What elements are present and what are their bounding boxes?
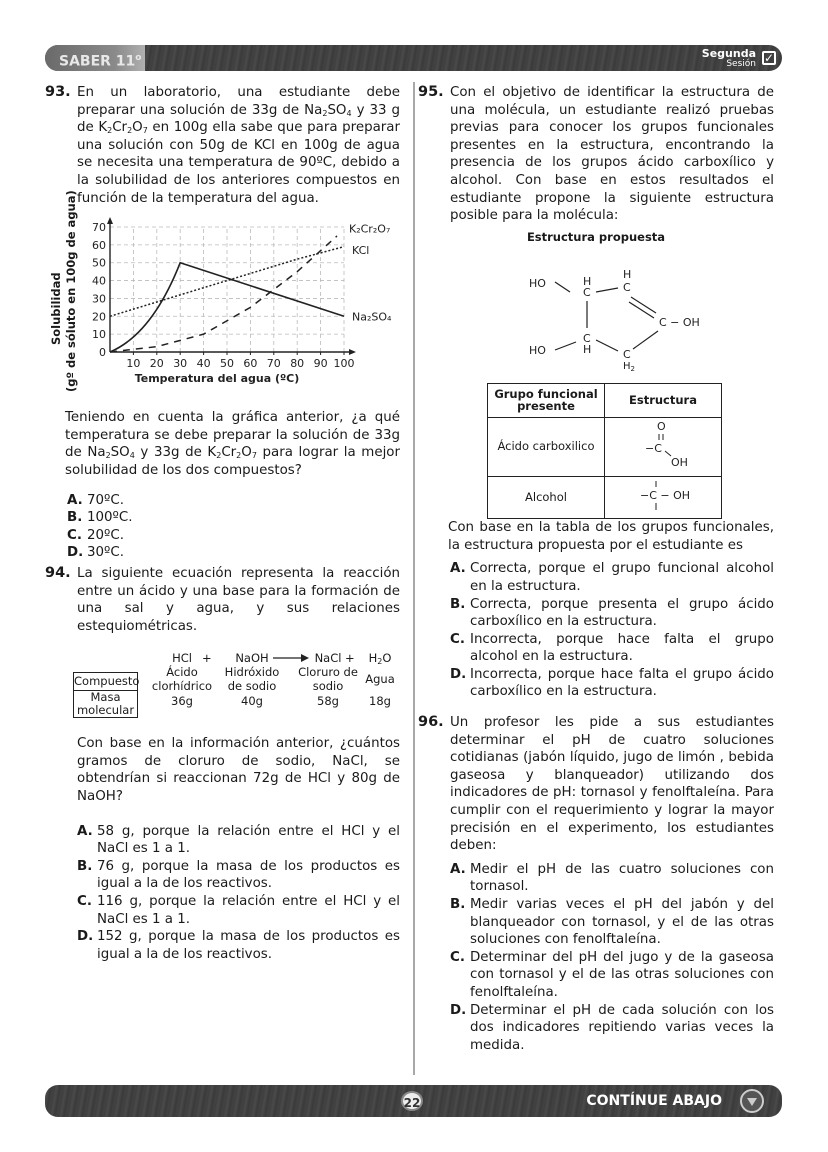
question-94-options — [45, 823, 400, 964]
option-b[interactable]: B. Correcta, porque presenta el grupo ácido carboxílico en la estructura. — [450, 596, 774, 630]
option-b[interactable]: B. 76 g, porque la masa de los productos es igual a la de los reactivos. — [77, 858, 400, 892]
svg-text:50: 50 — [92, 256, 106, 270]
product-nacl: NaCl Cloruro de sodio 58g — [298, 651, 358, 709]
svg-text:O: O — [657, 419, 666, 433]
svg-text:C: C — [583, 332, 591, 346]
question-prompt: Con base en la información anterior, ¿cuántos gramos de cloruro de sodio, NaCl, se obtendrían si reaccionan 72g de HCl y 80g de NaOH? — [77, 736, 400, 805]
carboxylic-acid-structure — [605, 417, 722, 476]
option-b[interactable]: B. Medir varias veces el pH del jabón y del blanqueador con tornasol, y el de las otras soluciones con fenolftaleína. — [450, 897, 774, 948]
continue-below-label: CONTÍNUE ABAJO — [586, 1093, 722, 1109]
question-number: 93. — [45, 84, 71, 100]
proposed-structure-diagram — [418, 246, 774, 371]
svg-text:OH: OH — [671, 455, 688, 469]
reactant-naoh: NaOH Hidróxido de sodio 40g — [224, 651, 280, 709]
carboxylic-acid-label: Ácido carboxilico — [488, 417, 605, 476]
svg-text:HO: HO — [529, 277, 546, 291]
question-93 — [45, 84, 400, 207]
svg-text:60: 60 — [243, 357, 258, 371]
header-bar — [45, 45, 782, 71]
option-c[interactable]: C. 20ºC. — [67, 527, 124, 543]
product-water: $H_2O$ Agua 18g — [365, 651, 395, 709]
reaction-equation — [45, 647, 400, 717]
svg-text:80: 80 — [290, 357, 305, 371]
svg-text:KCl: KCl — [352, 244, 370, 258]
option-a[interactable]: A. Medir el pH de las cuatro soluciones con tornasol. — [450, 861, 774, 895]
question-stem: En un laboratorio, una estudiante debe preparar una solución de 33g de $Na_2SO_4$ y 33 g de $K_2Cr_2O_7$ en 100g ella sabe que para preparar una solución con 50g de KCl en 100g de agua se necesita una temperatura de 90ºC, debido a la solubilidad de los anteriores compuestos en función de la temperatura del agua. — [77, 85, 400, 206]
svg-text:C: C — [583, 286, 591, 300]
checkbox-icon: ✓ — [764, 51, 775, 65]
alcohol-structure — [605, 476, 722, 519]
svg-text:30: 30 — [173, 357, 188, 371]
chevron-down-icon[interactable] — [740, 1089, 764, 1113]
question-number: 96. — [418, 714, 444, 731]
svg-text:C: C — [623, 348, 631, 362]
question-stem: La siguiente ecuación representa la reacción entre un ácido y una base para la formación de una sal y agua, y sus relaciones estequiométricas. — [77, 565, 400, 634]
question-93-prompt — [45, 409, 400, 479]
question-96 — [418, 714, 774, 855]
svg-text:40: 40 — [92, 274, 106, 288]
compound-label-box: Compuesto Masa molecular — [74, 674, 140, 718]
brand-text: SABER 11 — [59, 53, 136, 70]
question-95 — [418, 84, 774, 225]
plus-sign: + — [202, 651, 212, 666]
svg-text:H: H — [583, 275, 592, 289]
svg-text:C: C — [623, 281, 631, 295]
footer-bar — [45, 1085, 782, 1117]
right-column — [418, 84, 774, 1054]
column-divider — [413, 82, 415, 1075]
question-prompt: Teniendo en cuenta la gráfica anterior, ¿a qué temperatura se debe preparar la solución de 33g de $Na_2SO_4$ y 33g de $K_2Cr_2O_7$ para lograr la mejor solubilidad de los dos compuestos? — [65, 410, 401, 478]
brand-label — [45, 45, 145, 71]
svg-text:10: 10 — [126, 357, 141, 371]
y-axis-label-line1: Solubilidad — [49, 272, 63, 346]
header-group: Grupo funcional presente — [488, 383, 605, 417]
question-stem: Un profesor les pide a sus estudiantes determinar el pH de cuatro soluciones cotidianas (jabón líquido, jugo de limón , bebida gaseosa y blanqueador) utilizando dos indicadores de pH: tornasol y fenolftaleína. Para cumplir con el requerimiento y lograr la mayor precisión en el experimento, los estudiantes deben: — [450, 715, 774, 854]
question-94-prompt — [45, 735, 400, 805]
option-d[interactable]: D. 152 g, porque la masa de los productos es igual a la de los reactivos. — [77, 929, 400, 962]
question-94 — [45, 565, 400, 635]
solubility-chart — [45, 190, 400, 397]
structure-title: Estructura propuesta — [526, 229, 666, 244]
svg-text:HO: HO — [529, 344, 546, 358]
svg-text:90: 90 — [313, 357, 328, 371]
chart-plot — [45, 217, 400, 397]
svg-text:0: 0 — [99, 346, 106, 360]
svg-text:70: 70 — [266, 357, 281, 371]
question-95-options — [418, 560, 774, 701]
question-93-options — [45, 492, 400, 562]
option-a[interactable]: A. 70ºC. — [67, 492, 124, 508]
page-number: 22 — [401, 1091, 423, 1111]
question-prompt: Con base en la tabla de los grupos funcionales, la estructura propuesta por el estudiante es — [448, 520, 774, 553]
svg-text:K₂Cr₂O₇: K₂Cr₂O₇ — [349, 222, 391, 236]
question-number: 95. — [418, 84, 444, 100]
svg-text:70: 70 — [92, 221, 106, 235]
option-c[interactable]: C. Determinar del pH del jugo y de la gaseosa con tornasol y el de las otras soluciones con fenolftaleína. — [450, 949, 774, 1000]
svg-text:50: 50 — [220, 357, 234, 371]
reactant-hcl: HCl Ácido clorhídrico 36g — [151, 651, 213, 709]
svg-text:H: H — [583, 343, 592, 357]
svg-text:10: 10 — [92, 328, 106, 342]
functional-groups-table — [487, 383, 722, 519]
header-structure: Estructura — [605, 383, 722, 417]
svg-text:H2: $H_2$ — [623, 361, 635, 372]
option-d[interactable]: D. Determinar el pH de cada solución con los dos indicadores repitiendo varias veces la medida. — [450, 1002, 774, 1053]
left-column — [45, 84, 400, 963]
svg-text:−C: −C — [645, 441, 662, 455]
session-label — [702, 46, 756, 70]
option-c[interactable]: C. Incorrecta, porque hace falta el grupo alcohol en la estructura. — [450, 631, 774, 665]
svg-text:100: 100 — [333, 357, 355, 371]
svg-text:H: H — [623, 268, 632, 282]
svg-text:60: 60 — [92, 239, 106, 253]
svg-text:C − OH: C − OH — [659, 316, 700, 330]
alcohol-label: Alcohol — [488, 476, 605, 519]
question-95-prompt — [418, 519, 774, 554]
option-a[interactable]: A. 58 g, porque la relación entre el HCl y el NaCl es 1 a 1. — [77, 823, 400, 857]
session-line1: Segunda — [701, 47, 756, 60]
question-stem: Con el objetivo de identificar la estructura de una molécula, un estudiante realizó pruebas previas para conocer los grupos funcionales presentes en la estructura, encontrando la presencia de los grupos ácido carboxílico y alcohol. Con base en estos resultados el estudiante propone la siguiente estructura posible para la molécula: — [450, 85, 774, 224]
y-axis-label-line2: (gº de sóluto en 100g de agua) — [64, 190, 78, 393]
svg-text:20: 20 — [92, 310, 106, 324]
brand-superscript: o — [135, 53, 142, 63]
question-number: 94. — [45, 564, 71, 581]
svg-text:Na₂SO₄: Na₂SO₄ — [352, 310, 392, 324]
svg-text:20: 20 — [149, 357, 164, 371]
option-c[interactable]: C. 116 g, porque la relación entre el HCl y el NaCl es 1 a 1. — [77, 894, 400, 927]
plus-sign: + — [345, 651, 355, 666]
svg-text:40: 40 — [196, 357, 211, 371]
question-96-options — [418, 861, 774, 1055]
svg-text:Temperatura del agua (ºC): Temperatura del agua (ºC) — [134, 372, 300, 386]
session-line2: Sesión — [726, 59, 756, 69]
option-a[interactable]: A. Correcta, porque el grupo funcional alcohol en la estructura. — [450, 561, 774, 594]
option-d[interactable]: D. 30ºC. — [67, 545, 124, 561]
option-d[interactable]: D. Incorrecta, porque hace falta el grupo ácido carboxílico en la estructura. — [450, 666, 774, 700]
option-b[interactable]: B. 100ºC. — [67, 510, 133, 526]
svg-text:−C − OH: −C − OH — [640, 488, 691, 502]
svg-text:30: 30 — [92, 292, 106, 306]
